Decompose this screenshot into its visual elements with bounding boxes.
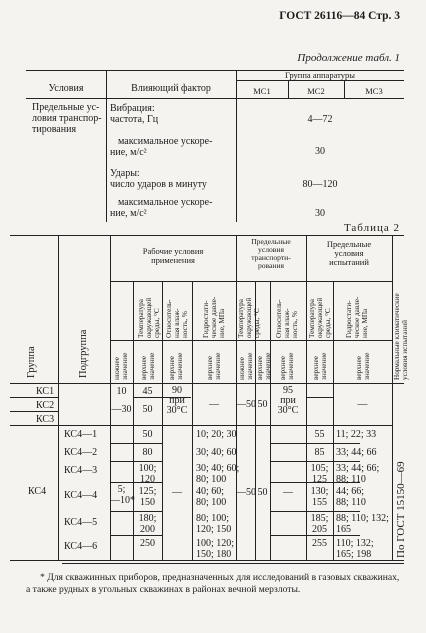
factor-shocks: Удары: число ударов в минуту xyxy=(110,168,207,190)
kc4-humidity: — xyxy=(172,487,182,498)
kc4-4-pressure: 40; 60; 80; 100 xyxy=(196,486,227,508)
kc4-2-upper: 80 xyxy=(142,447,153,458)
kc4-1-test-upper: 55 xyxy=(314,429,325,440)
group-kc4: КС4 xyxy=(28,486,47,497)
subgroup-kc4-1: КС4—1 xyxy=(64,429,98,440)
upper-value-pressure: верхнее значение xyxy=(206,352,222,380)
col-factor-header: Влияющий фактор xyxy=(131,83,211,94)
kc4-6-test-upper: 255 xyxy=(312,538,327,549)
value-vibration-freq: 4—72 xyxy=(307,114,333,125)
upper-value-humidity-transport: верхнее значение xyxy=(279,352,295,380)
col-pressure-test: Гидростати- ческое давле- ние, МПа xyxy=(345,296,369,338)
kc4-lower-temp: 5; —10* xyxy=(110,484,135,506)
kc4-6-upper: 250 xyxy=(140,538,155,549)
subgroup-kc4-2: КС4—2 xyxy=(64,447,98,458)
section-test-limits: Предельные условия испытаний xyxy=(326,239,372,267)
kc4-2-pressure: 30; 40; 60 xyxy=(196,447,237,458)
kc-transport-upper: 50 xyxy=(257,399,268,410)
kc4-4-upper: 125; 150 xyxy=(138,486,157,508)
col-pressure-working: Гидростати- ческое давле- ние, МПа xyxy=(202,296,226,338)
group-kc2: КС2 xyxy=(36,400,55,411)
footnote: * Для скважинных приборов, предназначенных для исследований в газовых скважинах, а также рудных в угольных скважинах в районах вечной мерзлоты. xyxy=(26,572,400,595)
col-conditions-header: Условия xyxy=(48,83,84,94)
kc4-5-test-pressure: 88; 110; 132; 165 xyxy=(336,513,389,535)
col-group: Группа xyxy=(26,346,37,378)
upper-value-humidity: верхнее значение xyxy=(168,352,184,380)
upper-value-temp-test: верхнее значение xyxy=(312,352,328,380)
kc4-5-upper: 180; 200 xyxy=(138,513,157,535)
kc-upper-temp-1: 10 xyxy=(116,386,127,397)
condition-transport: Предельные ус- ловия транспор- тирования xyxy=(32,102,102,135)
table-2-title: Таблица 2 xyxy=(343,222,400,234)
kc4-1-test-pressure: 11; 22; 33 xyxy=(336,429,377,440)
kc-humidity: 90 при 30°С xyxy=(166,385,188,416)
kc-lower-temp-2: —30 xyxy=(111,404,132,415)
upper-value-temp: верхнее значение xyxy=(140,352,156,380)
kc4-2-test-pressure: 33; 44; 66 xyxy=(336,447,377,458)
table-continuation-label: Продолжение табл. 1 xyxy=(297,52,400,64)
subgroup-kc4-5: КС4—5 xyxy=(64,517,98,528)
group-kc1: КС1 xyxy=(36,386,55,397)
subgroup-kc4-6: КС4—6 xyxy=(64,541,98,552)
kc-pressure: — xyxy=(209,399,219,410)
kc4-1-pressure: 10; 20; 30 xyxy=(196,429,237,440)
section-working-conditions: Рабочие условия применения xyxy=(142,246,204,265)
factor-vibration: Вибрация: частота, Гц xyxy=(110,103,159,125)
kc4-transport-upper: 50 xyxy=(257,487,268,498)
col-temperature-transport: Температура окружающей среды, °С xyxy=(237,297,261,338)
subgroup-kc4-3: КС4—3 xyxy=(64,465,98,476)
kc4-3-pressure: 30; 40; 60; 80; 100 xyxy=(196,463,240,485)
col-humidity-transport: Относитель- ная влаж- ность, % xyxy=(275,299,299,338)
kc4-2-test-upper: 85 xyxy=(314,447,325,458)
kc4-4-test-pressure: 44; 66; 88; 110 xyxy=(336,486,366,508)
kc4-5-test-upper: 185; 205 xyxy=(310,513,329,535)
kc-transport-lower: —50 xyxy=(236,399,256,410)
kc-upper-humid-1: 45 xyxy=(142,386,153,397)
group-mc2: МС2 xyxy=(307,86,325,96)
kc4-transport-humidity: — xyxy=(283,487,293,498)
kc4-transport-lower: —50 xyxy=(236,487,256,498)
value-shocks-accel: 30 xyxy=(315,208,325,219)
kc4-3-test-upper: 105; 125 xyxy=(310,463,329,485)
col-temperature-test: Температура окружающей среды, °С xyxy=(308,297,332,338)
col-normal-test-conditions: Нормальные климатические условия испытаний xyxy=(393,293,409,380)
col-subgroup: Подгруппа xyxy=(78,329,89,378)
kc4-standard-ref: По ГОСТ 15150—69 xyxy=(395,461,407,558)
value-shocks-count: 80—120 xyxy=(302,179,338,190)
col-temperature-working: Температура окружающей среды, °С xyxy=(137,297,161,338)
col-humidity-working: Относитель- ная влаж- ность, % xyxy=(165,299,189,338)
upper-value-pressure-test: верхнее значение xyxy=(355,352,371,380)
upper-value-temp-transport: верхнее значение xyxy=(256,352,272,380)
lower-value-temp: нижнее значение xyxy=(113,352,129,380)
col-group-header: Группа аппаратуры xyxy=(285,70,355,80)
kc-test-pressure: — xyxy=(357,399,368,410)
group-mc3: МС3 xyxy=(365,86,383,96)
kc-upper-temp-2: 50 xyxy=(142,404,153,415)
factor-vibration-accel: максимальное ускоре- ние, м/с² xyxy=(110,136,213,158)
factor-shocks-accel: максимальное ускоре- ние, м/с² xyxy=(110,197,213,219)
subgroup-kc4-4: КС4—4 xyxy=(64,490,98,501)
group-mc1: МС1 xyxy=(253,86,271,96)
page-header: ГОСТ 26116—84 Стр. 3 xyxy=(279,10,400,22)
kc4-3-upper: 100; 120 xyxy=(138,463,157,485)
lower-value-temp-transport: нижнее значение xyxy=(238,352,254,380)
kc-transport-humidity: 95 при 30°С xyxy=(277,385,299,416)
group-kc3: КС3 xyxy=(36,414,55,425)
kc4-4-test-upper: 130; 155 xyxy=(310,486,329,508)
kc4-6-test-pressure: 110; 132; 165; 198 xyxy=(336,538,374,560)
kc4-1-upper: 50 xyxy=(142,429,153,440)
kc4-6-pressure: 100; 120; 150; 180 xyxy=(196,538,235,560)
section-transport-limits: Предельные условия транспорти- рования xyxy=(251,237,291,270)
kc4-5-pressure: 80; 100; 120; 150 xyxy=(196,513,232,535)
value-vibration-accel: 30 xyxy=(315,146,325,157)
kc4-3-test-pressure: 33; 44; 66; 88; 110 xyxy=(336,463,380,485)
